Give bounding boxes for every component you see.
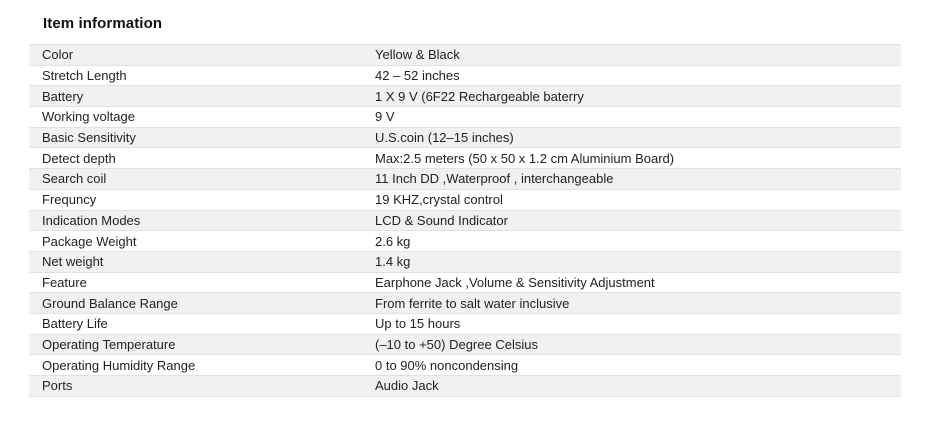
- spec-table: [29, 44, 901, 397]
- spec-row: [29, 273, 901, 294]
- spec-value: 42 – 52 inches: [375, 68, 460, 84]
- spec-label: Search coil: [42, 171, 107, 187]
- spec-row: [29, 190, 901, 211]
- spec-row: [29, 45, 901, 66]
- spec-value: Yellow & Black: [375, 47, 460, 63]
- spec-value: 1 X 9 V (6F22 Rechargeable baterry: [375, 88, 584, 104]
- spec-value: (–10 to +50) Degree Celsius: [375, 336, 538, 352]
- spec-row: [29, 107, 901, 128]
- spec-value: 2.6 kg: [375, 233, 411, 249]
- spec-row: [29, 376, 901, 397]
- spec-label: Operating Temperature: [42, 336, 176, 352]
- spec-label: Operating Humidity Range: [42, 357, 196, 373]
- spec-label: Battery: [42, 88, 84, 104]
- spec-label: Stretch Length: [42, 68, 127, 84]
- spec-value: Up to 15 hours: [375, 316, 461, 332]
- spec-label: Net weight: [42, 254, 104, 270]
- spec-label: Basic Sensitivity: [42, 130, 136, 146]
- spec-value: From ferrite to salt water inclusive: [375, 295, 570, 311]
- spec-value: Max:2.5 meters (50 x 50 x 1.2 cm Aluminium Board): [375, 150, 675, 166]
- spec-value: 0 to 90% noncondensing: [375, 357, 519, 373]
- spec-row: [29, 335, 901, 356]
- spec-row: [29, 211, 901, 232]
- spec-value: LCD & Sound Indicator: [375, 212, 508, 228]
- spec-value: Audio Jack: [375, 378, 439, 394]
- spec-row: [29, 231, 901, 252]
- spec-row: [29, 148, 901, 169]
- spec-value: U.S.coin (12–15 inches): [375, 130, 514, 146]
- spec-value: 19 KHZ,crystal control: [375, 192, 503, 208]
- spec-label: Package Weight: [42, 233, 137, 249]
- spec-label: Ground Balance Range: [42, 295, 178, 311]
- spec-value: 1.4 kg: [375, 254, 411, 270]
- spec-label: Detect depth: [42, 150, 116, 166]
- spec-row: [29, 314, 901, 335]
- spec-row: [29, 86, 901, 107]
- spec-label: Indication Modes: [42, 212, 141, 228]
- spec-row: [29, 128, 901, 149]
- spec-value: 9 V: [375, 109, 395, 125]
- spec-value: Earphone Jack ,Volume & Sensitivity Adjustment: [375, 274, 655, 290]
- spec-row: [29, 169, 901, 190]
- spec-label: Color: [42, 47, 74, 63]
- spec-row: [29, 293, 901, 314]
- spec-row: [29, 252, 901, 273]
- section-title: Item information: [43, 15, 163, 32]
- spec-label: Frequncy: [42, 192, 97, 208]
- spec-value: 11 Inch DD ,Waterproof , interchangeable: [375, 171, 614, 187]
- spec-label: Working voltage: [42, 109, 135, 125]
- spec-label: Feature: [42, 274, 87, 290]
- spec-row: [29, 355, 901, 376]
- spec-label: Battery Life: [42, 316, 108, 332]
- spec-row: [29, 66, 901, 87]
- spec-label: Ports: [42, 378, 73, 394]
